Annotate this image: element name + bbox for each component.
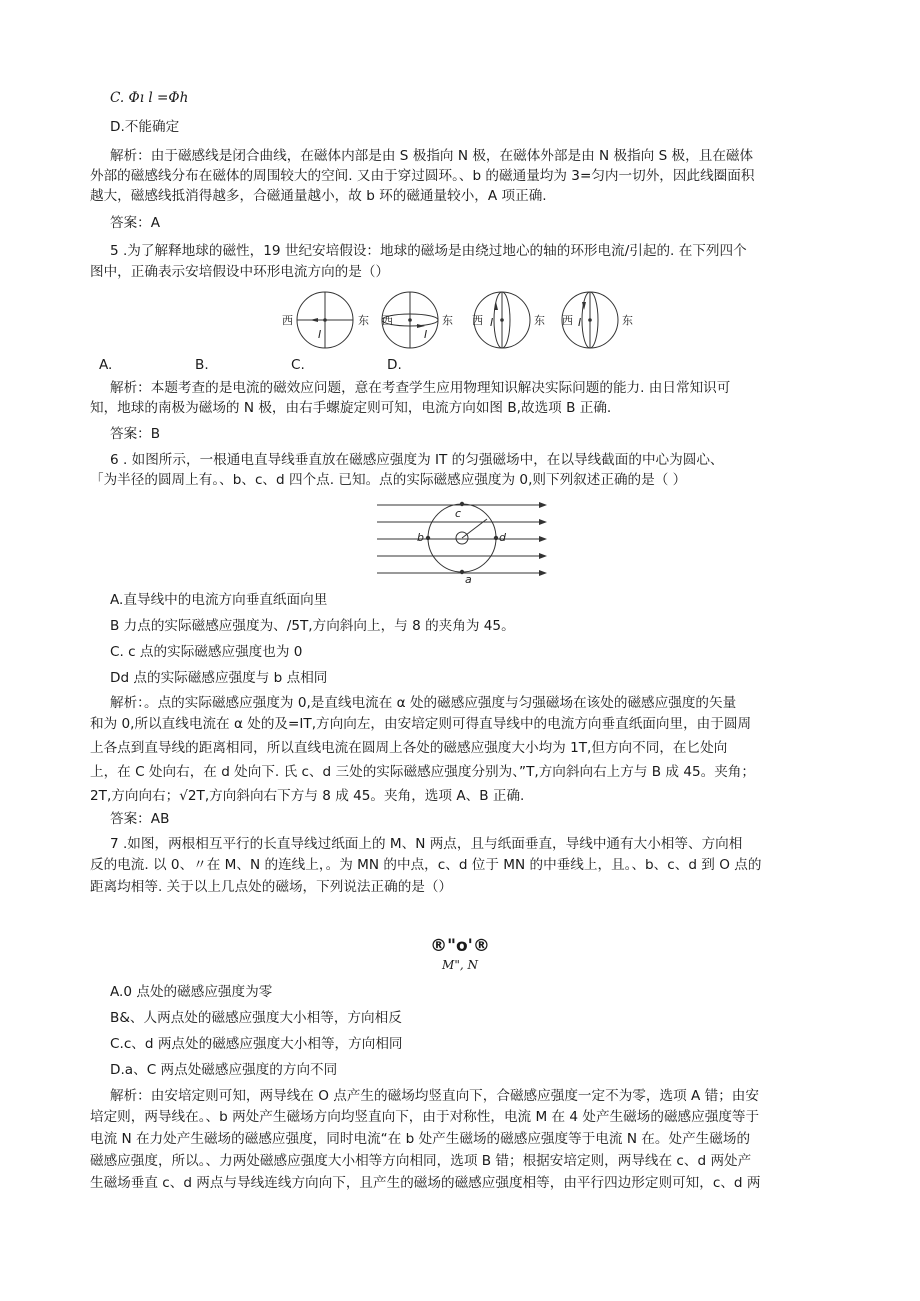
analysis-line: 越大，磁感线抵消得越多，合磁通量越小，故 b 环的磁通量较小，A 项正确. [90,188,547,204]
analysis-line: 上，在 C 处向右，在 d 处向下. 氏 c、d 三处的实际磁感应强度分别为、”T,方向斜向右上方与 B 成 45。夹角； [90,764,755,780]
answer-line: 答案：B [110,426,161,442]
answer-line: 答案：AB [110,811,170,827]
wire-figure-symbols: ®"o'® [430,936,490,956]
option-label-b: B. [195,357,209,373]
current-label: I [490,316,494,329]
analysis-line: 磁感应强度，所以。、力两处磁感应强度大小相等方向相同，选项 B 错；根据安培定则，两导线在 c、d 两处产 [90,1153,752,1169]
point-a [460,570,464,574]
analysis-line: 外部的磁感线分布在磁体的周围较大的空间. 又由于穿过圆环。、b 的磁通量均为 3=匀内一切外，因此线圈面积 [90,168,755,184]
analysis-line: 解析：本题考查的是电流的磁效应问题，意在考查学生应用物理知识解决实际问题的能力. 由日常知识可 [110,380,731,396]
option-label-d: D. [387,357,402,373]
option-d: D.a、C 两点处磁感应强度的方向不同 [110,1062,338,1078]
earth-current-figures [280,290,640,360]
analysis-line: 2T,方向向右；√2T,方向斜向右下方与 8 成 45。夹角，选项 A、B 正确. [90,788,525,804]
option-b: B 力点的实际磁感应强度为、/5T,方向斜向上，与 8 的夹角为 45。 [110,618,515,634]
option-a: A.0 点处的磁感应强度为零 [110,984,273,1000]
point-label-b: b [417,531,424,544]
point-label-c: c [455,507,462,520]
point-b [426,536,430,540]
option-b: B&、人两点处的磁感应强度大小相等，方向相反 [110,1010,402,1026]
question-stem: 「为半径的圆周上有。、b、c、d 四个点. 已知。点的实际磁感应强度为 0,则下列叙述正确的是（ ） [90,472,687,488]
field-circle-figure [375,495,550,583]
option-d: D.不能确定 [110,119,180,135]
west-label: 西 [472,314,483,327]
analysis-line: 电流 N 在力处产生磁场的磁感应强度，同时电流“在 b 处产生磁场的磁感应强度等于电流 N 在。处产生磁场的 [90,1131,751,1147]
point-c [460,502,464,506]
analysis-line: 解析：由安培定则可知，两导线在 O 点产生的磁场均竖直向下，合磁感应强度一定不为零，选项 A 错；由安 [110,1088,759,1104]
wire-figure-caption: M", N [442,958,478,972]
option-label-a: A. [99,357,113,373]
analysis-line: 上各点到直导线的距离相同，所以直线电流在圆周上各处的磁感应强度大小均为 1T,但方向不同，在匕处向 [90,740,728,756]
east-label: 东 [534,314,545,327]
point-label-a: a [465,573,472,583]
east-label: 东 [622,314,633,327]
question-stem: 6 . 如图所示，一根通电直导线垂直放在磁感应强度为 IT 的匀强磁场中，在以导线截面的中心为圆心、 [110,452,724,468]
east-label: 东 [358,314,369,327]
question-stem: 5 .为了解释地球的磁性，19 世纪安培假设：地球的磁场是由绕过地心的轴的环形电流/引起的. 在下列四个 [110,243,747,259]
point-d [494,536,498,540]
option-a: A.直导线中的电流方向垂直纸面向里 [110,592,328,608]
option-c: C. Φı l =Φh [110,90,189,106]
analysis-line: 和为 0,所以直线电流在 α 处的及=IT,方向向左，由安培定则可得直导线中的电流方向垂直纸面向里，由于圆周 [90,716,752,732]
current-label: I [318,328,322,341]
east-label: 东 [442,314,453,327]
question-stem: 7 .如图，两根相互平行的长直导线过纸面上的 M、N 两点，且与纸面垂直，导线中通有大小相等、方向相 [110,836,743,852]
west-label: 西 [282,314,293,327]
analysis-line: 知，地球的南极为磁场的 N 极，由右手螺旋定则可知，电流方向如图 B,故选项 B 正确. [90,400,612,416]
west-label: 西 [562,314,573,327]
option-c: C. c 点的实际磁感应强度也为 0 [110,644,303,660]
current-label: I [424,328,428,341]
analysis-line: 生磁场垂直 c、d 两点与导线连线方向向下，且产生的磁场的磁感应强度相等，由平行四边形定则可知，c、d 两 [90,1175,761,1191]
current-label: I [578,316,582,329]
current-arrow [310,318,318,322]
question-stem: 图中，正确表示安培假设中环形电流方向的是（） [90,264,390,280]
point-label-d: d [499,531,506,544]
analysis-line: 培定则，两导线在。、b 两处产生磁场方向均竖直向下，由于对称性，电流 M 在 4 处产生磁场的磁感应强度等于 [90,1109,760,1125]
option-d: Dd 点的实际磁感应强度与 b 点相同 [110,670,328,686]
analysis-line: 解析：由于磁感线是闭合曲线，在磁体内部是由 S 极指向 N 极，在磁体外部是由 N 极指向 S 极，且在磁体 [110,148,754,164]
option-label-c: C. [291,357,305,373]
question-stem: 反的电流. 以 0、〃在 M、N 的连线上，。为 MN 的中点，c、d 位于 MN 的中垂线上，且。、b、c、d 到 O 点的 [90,857,762,873]
question-stem: 距离均相等. 关于以上几点处的磁场，下列说法正确的是（） [90,879,453,895]
analysis-line: 解析：。点的实际磁感应强度为 0,是直线电流在 α 处的磁感应强度与匀强磁场在该处的磁感应强度的矢量 [110,695,737,711]
west-label: 西 [382,314,393,327]
answer-line: 答案：A [110,215,161,231]
option-c: C.c、d 两点处的磁感应强度大小相等，方向相同 [110,1036,403,1052]
